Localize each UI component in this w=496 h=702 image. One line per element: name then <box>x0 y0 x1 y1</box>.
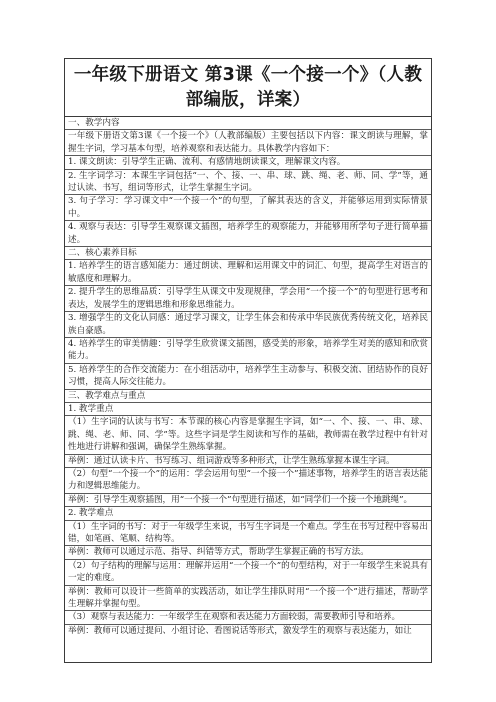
paragraph: （2）句子结构的理解与运用：理解并运用“一个接一个”的句型结构，对于一年级学生来说具有一定的难度。 <box>65 560 431 586</box>
section-heading: 三、教学难点与重点 <box>65 390 431 403</box>
paragraph: 1. 培养学生的语言感知能力：通过朗读、理解和运用课文中的词汇、句型，提高学生对语言的敏感度和理解力。 <box>65 260 431 286</box>
paragraph: （1）生字词的认读与书写：本节课的核心内容是掌握生字词，如“一、个、接、一、串、球、跳、绳、老、师、同、学”等。这些字词是学生阅读和写作的基础，教师需在教学过程中有针对性地进行讲解和强调，确保学生熟练掌握。 <box>65 416 431 454</box>
paragraph: （2）句型“一个接一个”的运用：学会运用句型“一个接一个”描述事物，培养学生的语言表达能力和逻辑思维能力。 <box>65 468 431 494</box>
example-paragraph: 举例：教师可以通过提问、小组讨论、看图说话等形式，激发学生的观察与表达能力，如让 <box>68 625 412 636</box>
paragraph: 3. 增强学生的文化认同感：通过学习课文，让学生体会和传承中华民族优秀传统文化，培养民族自豪感。 <box>65 312 431 338</box>
paragraph: （1）生字词的书写：对于一年级学生来说，书写生字词是一个难点。学生在书写过程中容易出错，如笔画、笔顺、结构等。 <box>65 521 431 547</box>
title-cell <box>65 59 431 117</box>
paragraph: 1. 课文朗读：引导学生正确、流利、有感情地朗读课文，理解课文内容。 <box>65 156 431 169</box>
paragraph: 2. 提升学生的思维品质：引导学生从课文中发现规律，学会用“一个接一个”的句型进行思考和表达，发展学生的逻辑思维和形象思维能力。 <box>65 286 431 312</box>
section-heading: 二、核心素养目标 <box>65 247 431 260</box>
subsection-heading: 1. 教学重点 <box>65 403 431 416</box>
example-paragraph: 举例：教师可以通过示范、指导、纠错等方式，帮助学生掌握正确的书写方法。 <box>65 546 431 559</box>
example-paragraph: 举例：引导学生观察插图，用“一个接一个”句型进行描述，如“同学们一个接一个地跳绳”。 <box>65 494 431 507</box>
example-paragraph: 举例：教师可以设计一些简单的实践活动，如让学生排队时用“一个接一个”进行描述，帮助学生理解并掌握句型。 <box>65 586 431 612</box>
subsection-heading: 2. 教学难点 <box>65 507 431 520</box>
section-heading: 一、教学内容 <box>65 117 431 130</box>
paragraph: 一年级下册语文第3课《一个接一个》（人教部编版）主要包括以下内容：课文朗读与理解，掌握生字词，学习基本句型，培养观察和表达能力。具体教学内容如下： <box>65 130 431 156</box>
content-rows <box>65 117 431 637</box>
paragraph: 4. 培养学生的审美情趣：引导学生欣赏课文插图，感受美的形象，培养学生对美的感知和欣赏能力。 <box>65 338 431 364</box>
document-title: 一年级下册语文 第3课《一个接一个》（人教部编版，详案） <box>73 65 423 110</box>
paragraph: 3. 句子学习：学习课文中“一个接一个”的句型，了解其表达的含义，并能够运用到实际情景中。 <box>65 195 431 221</box>
paragraph: 2. 生字词学习：本课生字词包括“一、个、接、一、串、球、跳、绳、老、师、同、学”等，通过认读、书写，组词等形式，让学生掌握生字词。 <box>65 170 431 196</box>
paragraph: 4. 观察与表达：引导学生观察课文插图，培养学生的观察能力，并能够用所学句子进行简单描述。 <box>65 221 431 247</box>
paragraph: （3）观察与表达能力：一年级学生在观察和表达能力方面较弱，需要教师引导和培养。 <box>65 611 431 624</box>
paragraph: 5. 培养学生的合作交流能力：在小组活动中，培养学生主动参与、积极交流、团结协作的良好习惯，提高人际交往能力。 <box>65 364 431 390</box>
lesson-plan-table <box>64 58 432 663</box>
example-paragraph: 举例：通过认读卡片、书写练习、组词游戏等多种形式，让学生熟练掌握本课生字词。 <box>65 455 431 468</box>
